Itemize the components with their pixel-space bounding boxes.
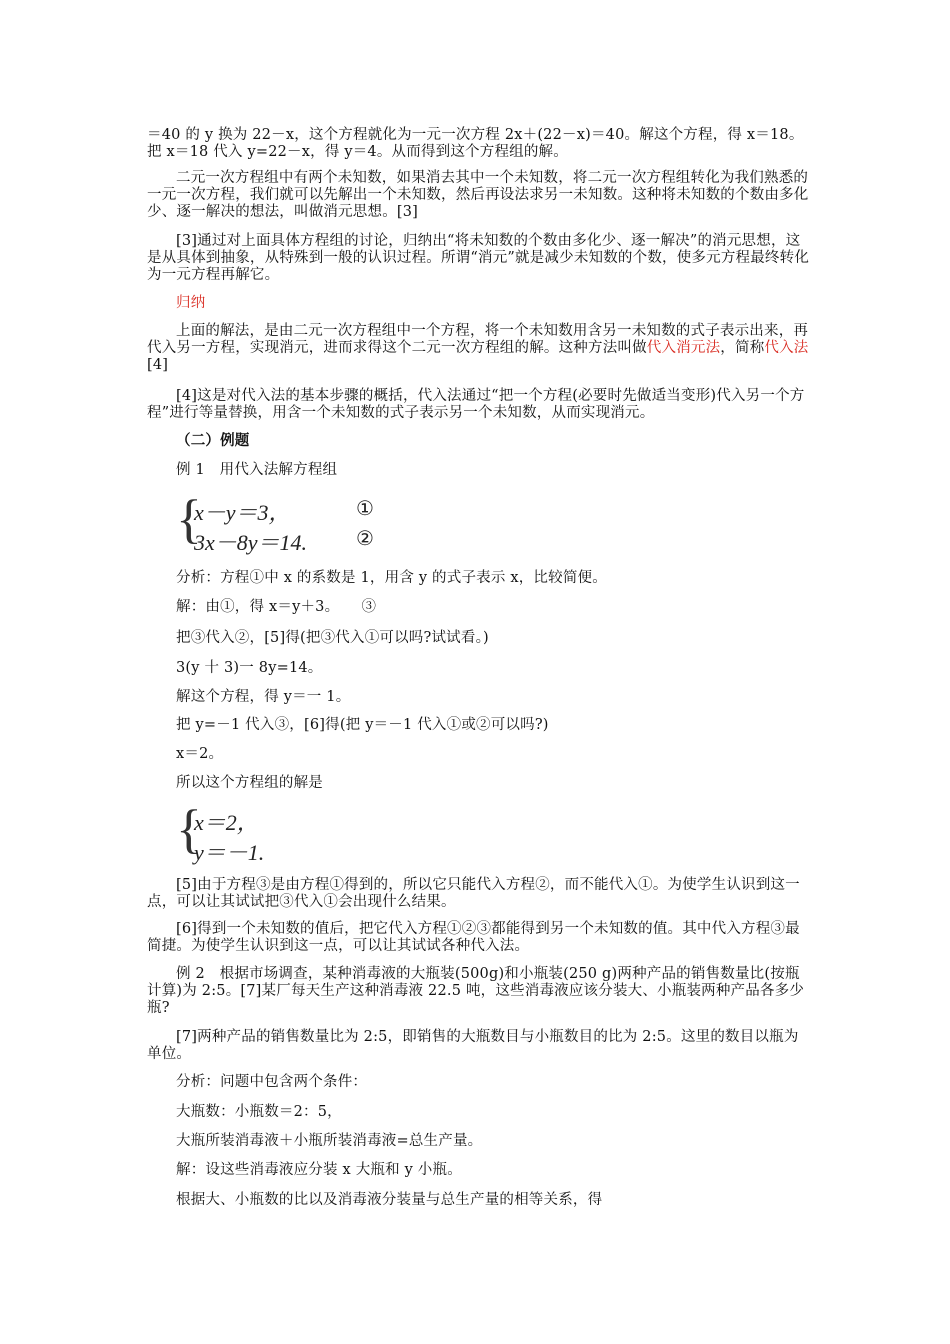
text-segment: [4] [147, 357, 169, 373]
paragraph-solution-continued: ＝40 的 y 换为 22－x，这个方程就化为一元一次方程 2x＋(22－x)＝40。解这个方程，得 x＝18。把 x＝18 代入 y=22－x，得 y＝4。从而得到这个方程组的解。 [147, 127, 804, 160]
text-segment: 上面的解法，是由二元一次方程组中一个方程，将一个未知数用含另一未知数的式子表示出来，再代入另一方程，实现消元，进而求得这个二元一次方程组的解。这种方法叫做 [147, 323, 809, 356]
equation-label-2: ② [356, 528, 374, 550]
solution-1: 解：由①，得 x＝y＋3。 ③ [176, 599, 377, 615]
solution-step-1: 把③代入②，[5]得(把③代入①可以吗?试试看。) [176, 630, 489, 646]
solution-x: x＝2， [194, 810, 259, 835]
note-3: [3]通过对上面具体方程组的讨论，归纳出“将未知数的个数由多化少、逐一解决”的消元思想，这是从具体到抽象，从特殊到一般的认识过程。所谓“消元”就是减少未知数的个数，使多元方程最终转化为一元方程再解它。 [147, 233, 810, 283]
equation-system-1 [176, 489, 396, 556]
analysis-2: 分析：问题中包含两个条件： [176, 1074, 368, 1090]
equation-2: 3x－8y＝14. [194, 530, 308, 555]
term-substitution-elimination: 代入消元法 [646, 340, 721, 356]
text-segment: ，简称 [720, 340, 765, 356]
solution-2: 解：设这些消毒液应分装 x 大瓶和 y 小瓶。 [176, 1162, 462, 1178]
note-7: [7]两种产品的销售数量比为 2:5，即销售的大瓶数目与小瓶数目的比为 2:5。这里的数目以瓶为单位。 [147, 1029, 799, 1062]
solution-y: y＝－1. [194, 840, 265, 865]
heading-examples: （二）例题 [176, 433, 250, 449]
equation-system-2 [176, 799, 396, 866]
paragraph-elimination-idea: 二元一次方程组中有两个未知数，如果消去其中一个未知数，将二元一次方程组转化为我们熟悉的一元一次方程，我们就可以先解出一个未知数，然后再设法求另一未知数。这种将未知数的个数由多化少、逐一解决的想法，叫做消元思想。[3] [147, 170, 809, 220]
solution-step-2: 3(y 十 3)一 8y=14。 [176, 660, 323, 676]
solution-step-5: x＝2。 [176, 746, 224, 762]
note-6: [6]得到一个未知数的值后，把它代入方程①②③都能得到另一个未知数的值。其中代入方程③最简捷。为使学生认识到这一点，可以让其试试各种代入法。 [147, 921, 800, 954]
solution-step-3: 解这个方程，得 y＝一 1。 [176, 689, 351, 705]
analysis-1: 分析：方程①中 x 的系数是 1，用含 y 的式子表示 x，比较简便。 [176, 570, 607, 586]
example-2: 例 2 根据市场调查，某种消毒液的大瓶装(500g)和小瓶装(250 g)两种产品的销售数量比(按瓶计算)为 2:5。[7]某厂每天生产这种消毒液 22.5 吨，这些消毒液应该分装大、小瓶装两种产品各多少瓶? [147, 966, 805, 1016]
condition-1: 大瓶数：小瓶数＝2：5， [176, 1104, 342, 1120]
brace-symbol: { [176, 799, 202, 859]
brace-symbol: { [176, 489, 202, 549]
term-substitution-method: 代入法 [764, 340, 809, 356]
equation-1: x－y＝3， [194, 500, 291, 525]
equation-label-1: ① [356, 498, 374, 520]
solution-step-6: 所以这个方程组的解是 [176, 775, 323, 791]
note-5: [5]由于方程③是由方程①得到的，所以它只能代入方程②，而不能代入①。为使学生认识到这一点，可以让其试试把③代入①会出现什么结果。 [147, 877, 800, 910]
solution-step-4: 把 y=－1 代入③，[6]得(把 y＝－1 代入①或②可以吗?) [176, 717, 549, 733]
heading-induction: 归纳 [176, 295, 206, 311]
condition-2: 大瓶所装消毒液＋小瓶所装消毒液=总生产量。 [176, 1133, 483, 1149]
paragraph-substitution-method [147, 323, 812, 374]
relation-statement: 根据大、小瓶数的比以及消毒液分装量与总生产量的相等关系，得 [176, 1192, 603, 1208]
note-4: [4]这是对代入法的基本步骤的概括，代入法通过“把一个方程(必要时先做适当变形)代入另一个方程”进行等量替换，用含一个未知数的式子表示另一个未知数，从而实现消元。 [147, 388, 805, 421]
example-1-title: 例 1 用代入法解方程组 [176, 462, 338, 478]
